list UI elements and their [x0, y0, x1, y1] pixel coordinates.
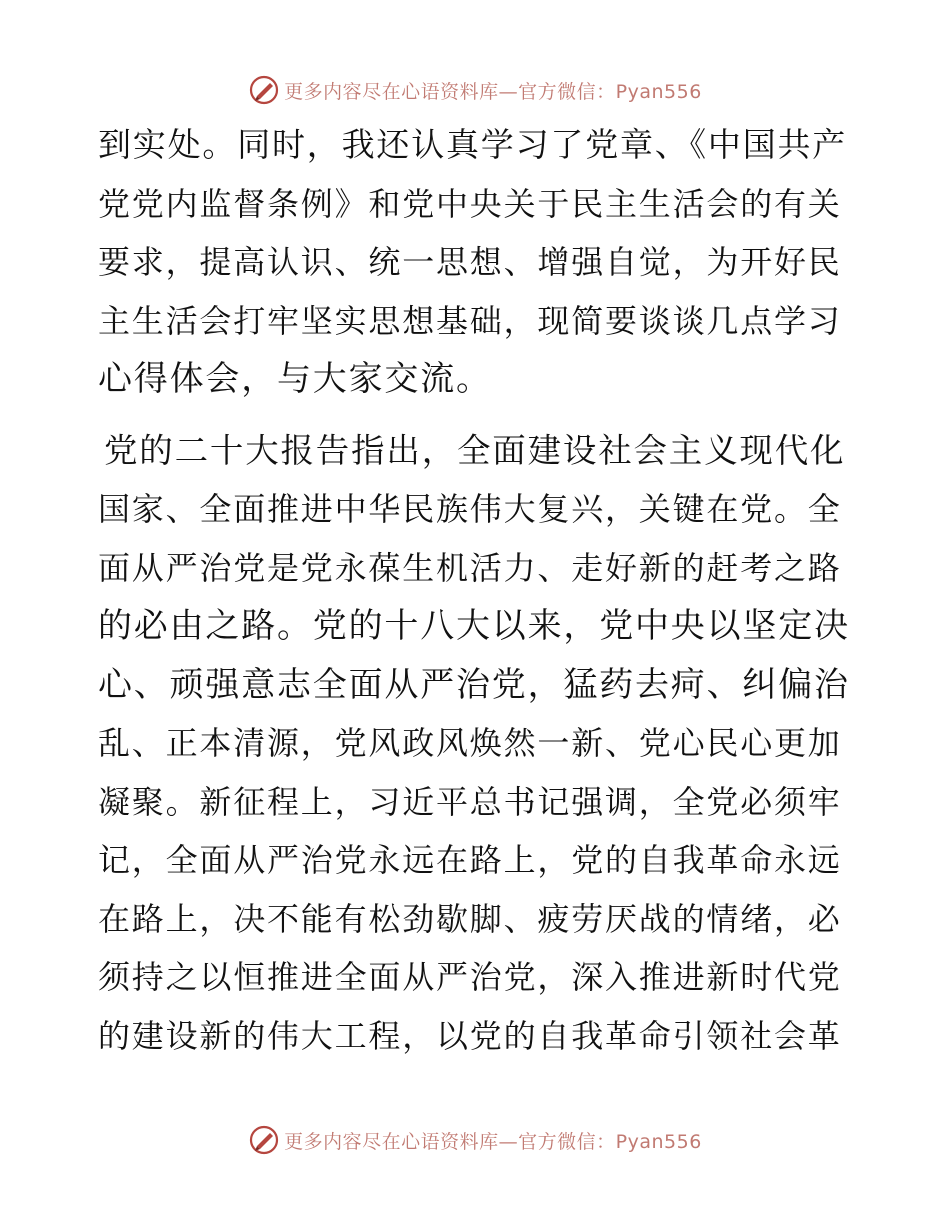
document-body: [98, 116, 850, 1065]
pen-logo-icon: [248, 74, 280, 106]
text-line: 乱、正本清源，党风政风焕然一新、党心民心更加: [98, 724, 842, 762]
text-line: 心得体会，与大家交流。: [98, 359, 492, 399]
banner-wechat-id: Pyan556: [615, 1130, 702, 1153]
text-line: 主生活会打牢坚实思想基础，现简要谈谈几点学习: [98, 301, 842, 340]
text-line: 面从严治党是党永葆生机活力、走好新的赶考之路: [98, 548, 842, 587]
banner-text: [284, 77, 702, 104]
text-line: 党党内监督条例》和党中央关于民主生活会的有关: [98, 184, 842, 223]
text-line: 的建设新的伟大工程，以党的自我革命引领社会革: [98, 1016, 842, 1055]
banner-text: [284, 1127, 702, 1154]
footer-banner: [0, 1120, 950, 1160]
text-line: 凝聚。新征程上，习近平总书记强调，全党必须牢: [98, 782, 842, 821]
banner-slogan: 更多内容尽在心语资料库—官方微信：: [284, 1130, 616, 1153]
text-line: 记，全面从严治党永远在路上，党的自我革命永远: [98, 841, 842, 879]
text-line: 要求，提高认识、统一思想、增强自觉，为开好民: [98, 243, 842, 281]
banner-slogan: 更多内容尽在心语资料库—官方微信：: [284, 80, 616, 103]
text-line: 须持之以恒推进全面从严治党，深入推进新时代党: [98, 958, 842, 996]
text-line: 心、顽强意志全面从严治党，猛药去疴、纠偏治: [98, 664, 850, 705]
header-banner: [0, 70, 950, 110]
text-line: 的必由之路。党的十八大以来，党中央以坚定决: [98, 606, 850, 646]
banner-wechat-id: Pyan556: [615, 80, 702, 103]
text-line: 在路上，决不能有松劲歇脚、疲劳厌战的情绪，必: [98, 899, 842, 938]
text-line: 国家、全面推进中华民族伟大复兴，关键在党。全: [98, 490, 842, 528]
text-line: 到实处。同时，我还认真学习了党章、《中国共产: [98, 125, 848, 164]
paragraph-1: [98, 116, 850, 409]
text-line: 党的二十大报告指出，全面建设社会主义现代化: [104, 430, 846, 470]
paragraph-2: [98, 422, 850, 1066]
pen-logo-icon: [248, 1124, 280, 1156]
